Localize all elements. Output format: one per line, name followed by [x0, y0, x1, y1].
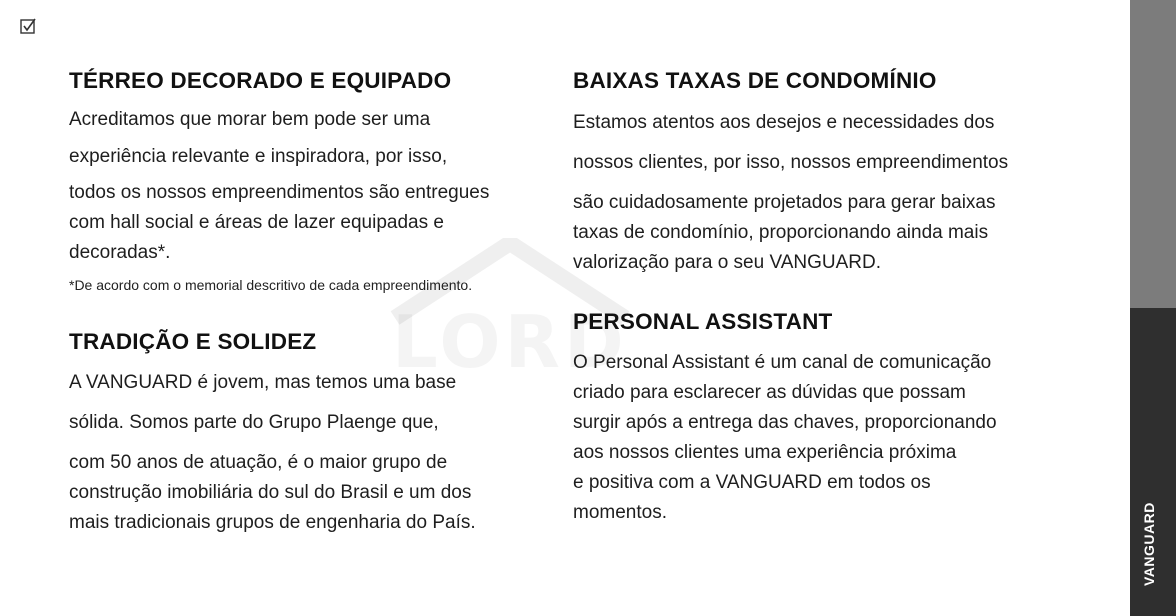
assistant-line: e positiva com a VANGUARD em todos os	[573, 472, 931, 493]
checkbox-icon[interactable]	[19, 17, 37, 35]
terreo-line: decoradas*.	[69, 242, 171, 263]
assistant-line: surgir após a entrega das chaves, proporcionando	[573, 412, 997, 433]
terreo-line: todos os nossos empreendimentos são entregues	[69, 182, 490, 203]
tradicao-line: construção imobiliária do sul do Brasil e um dos	[69, 482, 472, 503]
terreo-line: experiência relevante e inspiradora, por isso,	[69, 146, 448, 167]
assistant-line: aos nossos clientes uma experiência próxima	[573, 442, 957, 463]
section-title-taxas: BAIXAS TAXAS DE CONDOMÍNIO	[573, 68, 937, 93]
taxas-line: Estamos atentos aos desejos e necessidades dos	[573, 112, 995, 133]
taxas-line: são cuidadosamente projetados para gerar baixas	[573, 192, 996, 213]
section-title-tradicao: TRADIÇÃO E SOLIDEZ	[69, 329, 317, 354]
section-title-assistant: PERSONAL ASSISTANT	[573, 309, 833, 334]
side-bar-top	[1130, 0, 1176, 308]
taxas-line: nossos clientes, por isso, nossos empreendimentos	[573, 152, 1009, 173]
assistant-line: criado para esclarecer as dúvidas que possam	[573, 382, 966, 403]
assistant-line: momentos.	[573, 502, 667, 523]
tradicao-line: mais tradicionais grupos de engenharia do País.	[69, 512, 476, 533]
taxas-line: taxas de condomínio, proporcionando ainda mais	[573, 222, 989, 243]
taxas-line: valorização para o seu VANGUARD.	[573, 252, 881, 273]
terreo-line: Acreditamos que morar bem pode ser uma	[69, 109, 431, 130]
terreo-line: com hall social e áreas de lazer equipadas e	[69, 212, 444, 233]
brand-label: VANGUARD	[1141, 502, 1157, 586]
terreo-footnote: *De acordo com o memorial descritivo de cada empreendimento.	[69, 277, 473, 293]
tradicao-line: sólida. Somos parte do Grupo Plaenge que,	[69, 412, 439, 433]
tradicao-line: com 50 anos de atuação, é o maior grupo de	[69, 452, 448, 473]
section-title-terreo: TÉRREO DECORADO E EQUIPADO	[69, 68, 452, 93]
tradicao-line: A VANGUARD é jovem, mas temos uma base	[69, 372, 457, 393]
assistant-line: O Personal Assistant é um canal de comunicação	[573, 352, 992, 373]
